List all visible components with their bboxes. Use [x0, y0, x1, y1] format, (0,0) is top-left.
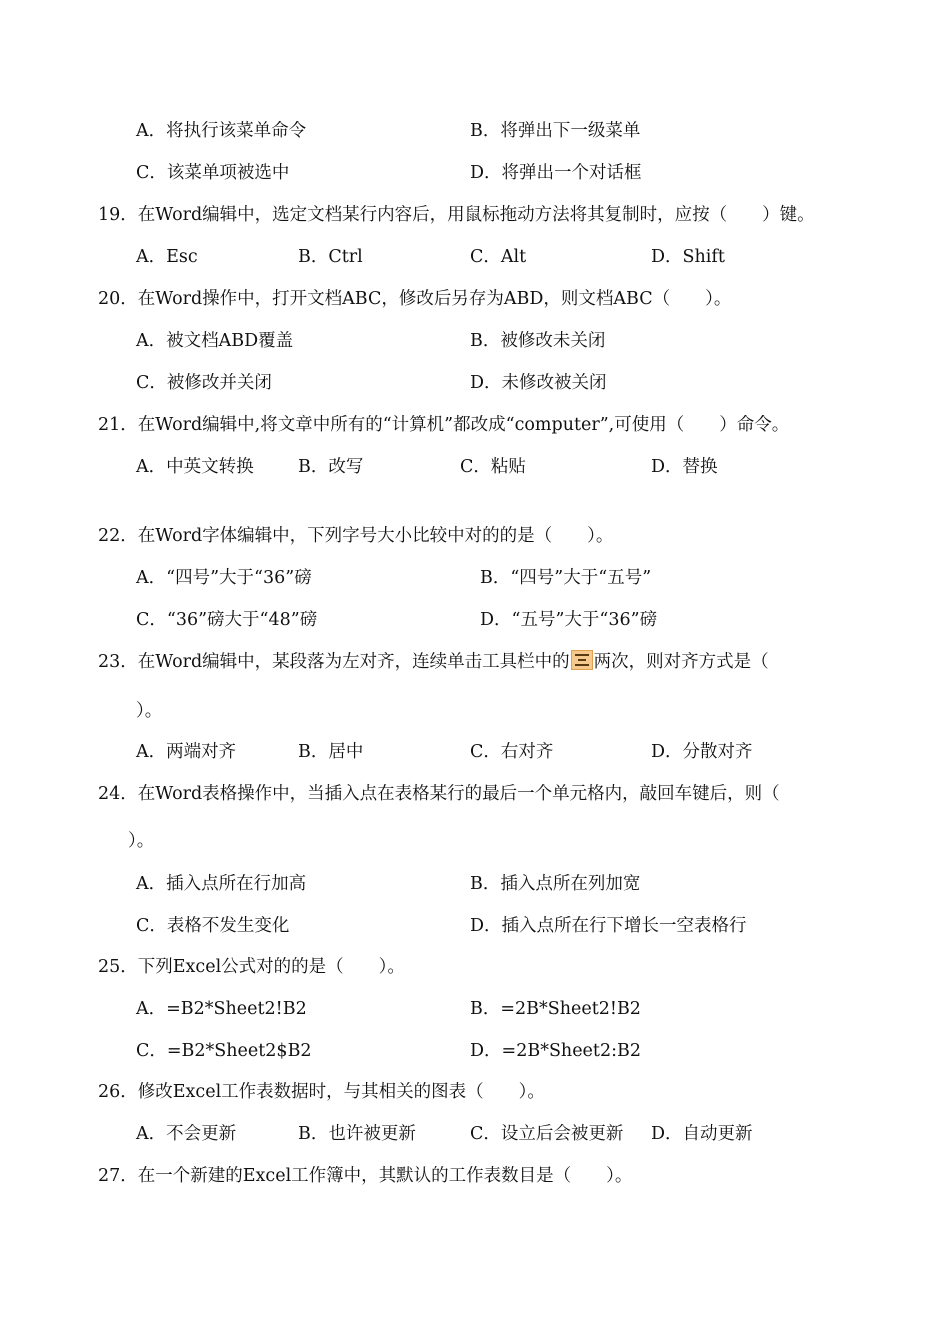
q24-option-c: C．表格不发生变化	[136, 916, 290, 936]
q23-option-a: A．两端对齐	[136, 742, 237, 762]
q23-text-continued: ）。	[136, 701, 163, 721]
q23-option-d: D．分散对齐	[651, 742, 753, 762]
q25-option-a: A．=B2*Sheet2!B2	[136, 999, 307, 1019]
q25-option-b: B．=2B*Sheet2!B2	[470, 999, 641, 1019]
q19-text: 19．在Word编辑中，选定文档某行内容后，用鼠标拖动方法将其复制时，应按（ ）键。	[98, 205, 815, 225]
q18-option-d: D．将弹出一个对话框	[470, 163, 642, 183]
q19-option-c: C．Alt	[470, 247, 527, 267]
q23-text	[98, 650, 769, 674]
q25-option-d: D．=2B*Sheet2:B2	[470, 1041, 641, 1061]
q24-option-a: A．插入点所在行加高	[136, 874, 307, 894]
q25-option-c: C．=B2*Sheet2$B2	[136, 1041, 312, 1061]
q26-option-d: D．自动更新	[651, 1124, 753, 1144]
q24-option-d: D．插入点所在行下增长一空表格行	[470, 916, 747, 936]
q23-text-before: 23．在Word编辑中，某段落为左对齐，连续单击工具栏中的	[98, 652, 570, 672]
q19-option-b: B．Ctrl	[298, 247, 363, 267]
q20-option-a: A．被文档ABD覆盖	[136, 331, 294, 351]
q21-option-b: B．改写	[298, 457, 364, 477]
q18-option-a: A．将执行该菜单命令	[136, 121, 307, 141]
q26-option-c: C．设立后会被更新	[470, 1124, 624, 1144]
q23-option-c: C．右对齐	[470, 742, 554, 762]
q21-text: 21．在Word编辑中,将文章中所有的“计算机”都改成“computer”,可使用（ ）命令。	[98, 415, 790, 435]
q22-option-d: D．“五号”大于“36”磅	[480, 610, 658, 630]
q23-option-b: B．居中	[298, 742, 364, 762]
q20-option-c: C．被修改并关闭	[136, 373, 272, 393]
q21-option-d: D．替换	[651, 457, 718, 477]
q19-option-a: A．Esc	[136, 247, 198, 267]
q22-option-b: B．“四号”大于“五号”	[480, 568, 652, 588]
q26-option-a: A．不会更新	[136, 1124, 237, 1144]
q18-option-c: C．该菜单项被选中	[136, 163, 290, 183]
q20-text: 20．在Word操作中，打开文档ABC，修改后另存为ABD，则文档ABC（ ）。	[98, 289, 732, 309]
q19-option-d: D．Shift	[651, 247, 725, 267]
q26-text: 26．修改Excel工作表数据时，与其相关的图表（ ）。	[98, 1082, 545, 1102]
q24-text-continued: ）。	[128, 831, 155, 851]
align-center-icon	[571, 650, 593, 670]
q20-option-d: D．未修改被关闭	[470, 373, 607, 393]
q22-option-c: C．“36”磅大于“48”磅	[136, 610, 318, 630]
q20-option-b: B．被修改未关闭	[470, 331, 606, 351]
q18-option-b: B．将弹出下一级菜单	[470, 121, 641, 141]
q27-text: 27．在一个新建的Excel工作簿中，其默认的工作表数目是（ ）。	[98, 1166, 633, 1186]
q21-option-a: A．中英文转换	[136, 457, 254, 477]
q23-text-after: 两次，则对齐方式是（	[593, 652, 769, 672]
q24-option-b: B．插入点所在列加宽	[470, 874, 641, 894]
q22-option-a: A．“四号”大于“36”磅	[136, 568, 312, 588]
q24-text: 24．在Word表格操作中，当插入点在表格某行的最后一个单元格内，敲回车键后，则（	[98, 784, 780, 804]
q25-text: 25．下列Excel公式对的的是（ ）。	[98, 957, 405, 977]
q21-option-c: C．粘贴	[460, 457, 526, 477]
q22-text: 22．在Word字体编辑中，下列字号大小比较中对的的是（ ）。	[98, 526, 614, 546]
q26-option-b: B．也许被更新	[298, 1124, 416, 1144]
